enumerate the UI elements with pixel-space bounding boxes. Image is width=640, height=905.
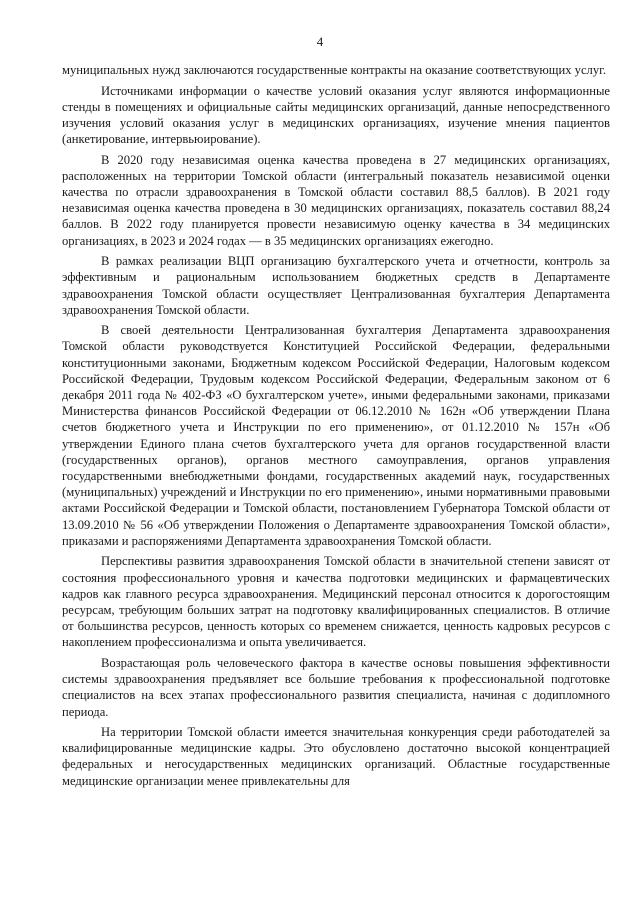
paragraph-continued-procurement: муниципальных нужд заключаются государственные контракты на оказание соответствующих услуг.	[62, 63, 607, 77]
paragraph-legal-framework: В своей деятельности Централизованная бухгалтерия Департамента здравоохранения Томской области руководствуется Конституцией Российской Федерации, федеральными конституционными законами, Бюджетным кодексом Российской Федерации, Налоговым кодексом Российской Федерации, Трудовым кодексом Российской Федерации, Федеральным законом от 6 декабря 2011 года № 402-ФЗ «О бухгалтерском учете», иными федеральными законами, приказами Министерства финансов Российской Федерации от 06.12.2010 № 162н «Об утверждении Плана счетов бюджетного учета и Инструкции по его применению», от 01.12.2010 № 157н «Об утверждении Единого плана счетов бухгалтерского учета для органов государственной власти (государственных органов), органов местного самоуправления, органов управления государственными внебюджетными фондами, государственных академий наук, государственных (муниципальных) учреждений и Инструкции по его применению», иными нормативными правовыми актами Российской Федерации и Томской области, постановлением Губернатора Томской области от 13.09.2010 № 56 «Об утверждении Положения о Департаменте здравоохранения Томской области», приказами и распоряжениями Департамента здравоохранения Томской области.	[62, 323, 610, 548]
page-number: 4	[316, 34, 324, 49]
paragraph-healthcare-prospects: Перспективы развития здравоохранения Томской области в значительной степени зависят от состояния профессионального уровня и качества подготовки медицинских и фармацевтических кадров как главного ресурса здравоохранения. Медицинский персонал относится к дорогостоящим ресурсам, требующим больших затрат на подготовку квалифицированных специалистов. В отличие от большинства ресурсов, ценность которых со временем снижается, ценность кадровых ресурсов с накоплением профессионализма и опыта увеличивается.	[62, 554, 610, 650]
paragraph-human-factor: Возрастающая роль человеческого фактора в качестве основы повышения эффективности системы здравоохранения предъявляет все большие требования к профессиональной подготовке специалистов на всех этапах профессионального развития специалиста, начиная с додипломного периода.	[62, 655, 610, 719]
paragraph-accounting-organization: В рамках реализации ВЦП организацию бухгалтерского учета и отчетности, контроль за эффективным и рациональным использованием бюджетных средств в Департаменте здравоохранения Томской области осуществляет Централизованная бухгалтерия Департамента здравоохранения Томской области.	[62, 254, 610, 317]
paragraph-information-sources: Источниками информации о качестве условий оказания услуг являются информационные стенды в помещениях и официальные сайты медицинских организаций, данные непосредственного изучения условий оказания услуг в медицинских организациях, изучение мнения пациентов (анкетирование, интервьюирование).	[62, 83, 610, 147]
body-text	[62, 62, 610, 793]
paragraph-staff-competition: На территории Томской области имеется значительная конкуренция среди работодателей за квалифицированные медицинские кадры. Это обусловлено достаточно высокой концентрацией федеральных и негосударственных медицинских организаций. Областные государственные медицинские организации менее привлекательны для	[62, 725, 610, 788]
paragraph-quality-assessment: В 2020 году независимая оценка качества проведена в 27 медицинских организациях, расположенных на территории Томской области (интегральный показатель независимой оценки качества по отрасли здравоохранения в Томской области составил 88,5 баллов). В 2021 году независимая оценка качества проведена в 30 медицинских организациях, показатель составил 88,24 баллов. В 2022 году планируется провести независимую оценку качества в 34 медицинских организациях, в 2023 и 2024 годах — в 35 медицинских организациях ежегодно.	[62, 152, 610, 248]
